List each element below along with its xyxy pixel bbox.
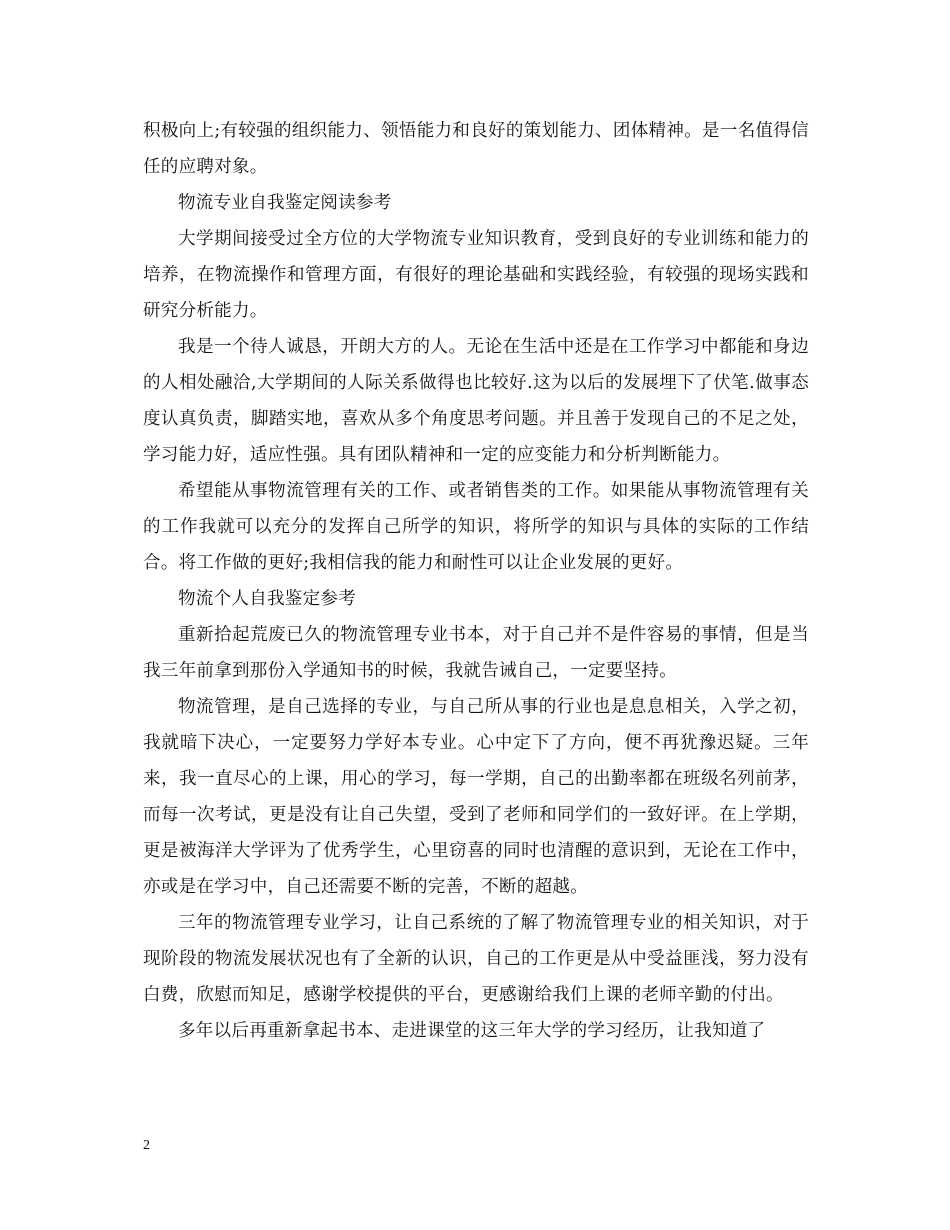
section-heading-logistics-personal: 物流个人自我鉴定参考 — [178, 589, 356, 609]
paragraph-continuation: 积极向上;有较强的组织能力、领悟能力和良好的策划能力、团体精神。是一名值得信任的应聘对象。 — [143, 121, 809, 177]
paragraph: 多年以后再重新拿起书本、走进课堂的这三年大学的学习经历，让我知道了 — [178, 1021, 766, 1041]
paragraph: 希望能从事物流管理有关的工作、或者销售类的工作。如果能从事物流管理有关的工作我就可以充分的发挥自己所学的知识，将所学的知识与具体的实际的工作结合。将工作做的更好;我相信我的能力和耐性可以让企业发展的更好。 — [143, 481, 809, 573]
section-heading-logistics-major: 物流专业自我鉴定阅读参考 — [178, 193, 392, 213]
paragraph: 重新拾起荒废已久的物流管理专业书本，对于自己并不是件容易的事情，但是当我三年前拿到那份入学通知书的时候，我就告诫自己，一定要坚持。 — [143, 625, 809, 681]
paragraph: 三年的物流管理专业学习，让自己系统的了解了物流管理专业的相关知识，对于现阶段的物流发展状况也有了全新的认识，自己的工作更是从中受益匪浅，努力没有白费，欣慰而知足，感谢学校提供的平台，更感谢给我们上课的老师辛勤的付出。 — [143, 913, 809, 1005]
document-body — [143, 113, 809, 1049]
paragraph: 大学期间接受过全方位的大学物流专业知识教育，受到良好的专业训练和能力的培养，在物流操作和管理方面，有很好的理论基础和实践经验，有较强的现场实践和研究分析能力。 — [143, 229, 809, 321]
page-number: 2 — [143, 1138, 150, 1153]
paragraph: 物流管理，是自己选择的专业，与自己所从事的行业也是息息相关，入学之初，我就暗下决心，一定要努力学好本专业。心中定下了方向，便不再犹豫迟疑。三年来，我一直尽心的上课，用心的学习，每一学期，自己的出勤率都在班级名列前茅，而每一次考试，更是没有让自己失望，受到了老师和同学们的一致好评。在上学期，更是被海洋大学评为了优秀学生，心里窃喜的同时也清醒的意识到，无论在工作中，亦或是在学习中，自己还需要不断的完善，不断的超越。 — [143, 697, 809, 897]
paragraph: 我是一个待人诚恳，开朗大方的人。无论在生活中还是在工作学习中都能和身边的人相处融洽,大学期间的人际关系做得也比较好.这为以后的发展埋下了伏笔.做事态度认真负责，脚踏实地，喜欢从多个角度思考问题。并且善于发现自己的不足之处，学习能力好，适应性强。具有团队精神和一定的应变能力和分析判断能力。 — [143, 337, 809, 465]
